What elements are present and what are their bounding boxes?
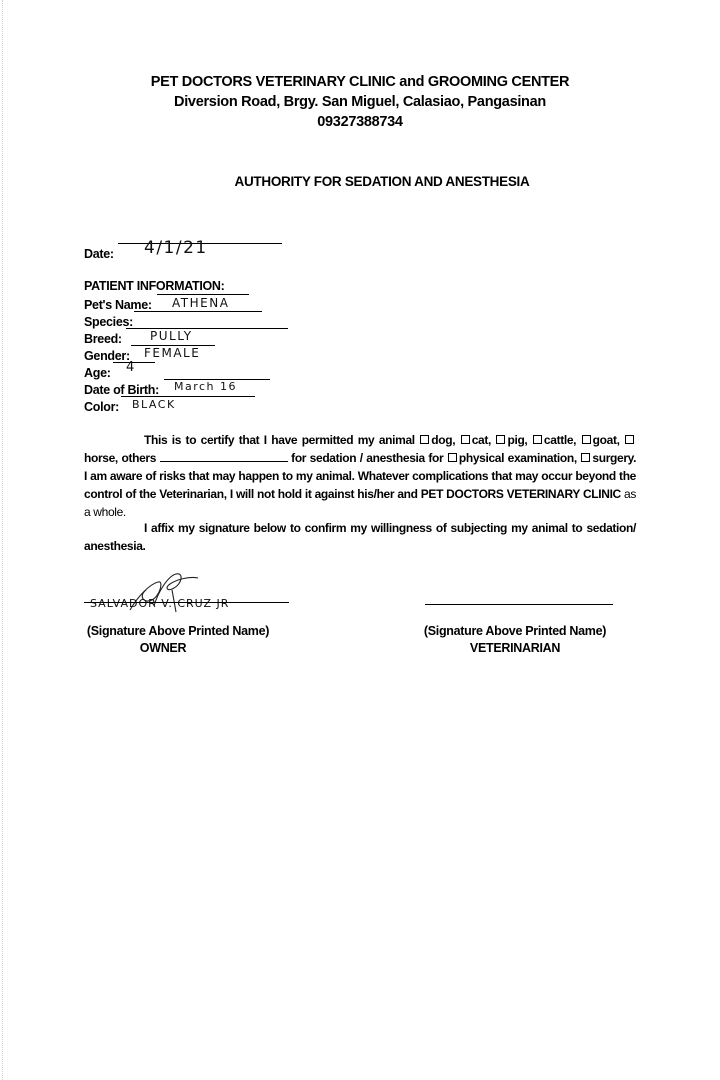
cattle-checkbox[interactable] <box>533 435 542 444</box>
pet-name-label: Pet's Name: <box>84 298 152 312</box>
gender-label: Gender: <box>84 349 130 363</box>
pet-name-value[interactable]: ATHENA <box>172 296 230 310</box>
gender-value[interactable]: FEMALE <box>144 346 201 360</box>
physical-exam-checkbox[interactable] <box>448 453 457 462</box>
others-line[interactable] <box>160 450 288 462</box>
owner-signature-caption: (Signature Above Printed Name) <box>86 624 270 638</box>
age-value[interactable]: 4 <box>126 360 136 375</box>
species-label: Species: <box>84 315 134 329</box>
page-edge-mark <box>2 0 4 1080</box>
owner-role: OWNER <box>139 641 187 655</box>
owner-printed-name: SALVADOR V. CRUZ JR <box>90 597 230 610</box>
breed-value[interactable]: PULLY <box>150 329 193 343</box>
vet-signature-line[interactable] <box>425 604 613 605</box>
owner-signature-line[interactable] <box>84 602 289 603</box>
clinic-address: Diversion Road, Brgy. San Miguel, Calasiao, Pangasinan <box>174 94 546 110</box>
color-value[interactable]: BLACK <box>132 398 176 411</box>
dob-label: Date of Birth: <box>84 383 159 397</box>
date-label: Date: <box>84 247 114 261</box>
date-value[interactable]: 4/1/21 <box>144 238 208 258</box>
species-line <box>134 311 262 312</box>
patient-info-heading: PATIENT INFORMATION: <box>84 279 225 293</box>
dob-value[interactable]: March 16 <box>174 380 238 393</box>
vet-signature-caption: (Signature Above Printed Name) <box>423 624 607 638</box>
breed-label: Breed: <box>84 332 122 346</box>
clinic-phone: 09327388734 <box>317 114 403 130</box>
dog-checkbox[interactable] <box>420 435 429 444</box>
surgery-checkbox[interactable] <box>581 453 590 462</box>
clinic-name: PET DOCTORS VETERINARY CLINIC and GROOMING CENTER <box>150 74 570 90</box>
horse-checkbox[interactable] <box>625 435 634 444</box>
vet-role: VETERINARIAN <box>469 641 561 655</box>
cat-checkbox[interactable] <box>461 435 470 444</box>
form-title: AUTHORITY FOR SEDATION AND ANESTHESIA <box>234 174 530 189</box>
pet-name-line <box>157 294 249 295</box>
consent-paragraph: This is to certify that I have permitted my animal dog, cat, pig, cattle, goat, horse, others for sedation / anesthesia for physical examination, surgery. I am aware of risks that may happen to my animal. Whatever complications that may occur beyond the control of the Veterinarian, I will not hold it against his/her and PET DOCTORS VETERINARY CLINIC as a whole. <box>84 433 637 519</box>
color-line <box>121 396 255 397</box>
affix-paragraph: I affix my signature below to confirm my willingness of subjecting my animal to sedation/ anesthesia. <box>84 521 636 553</box>
pig-checkbox[interactable] <box>496 435 505 444</box>
owner-signature-scribble <box>124 566 204 622</box>
age-label: Age: <box>84 366 111 380</box>
clinic-header <box>0 72 720 132</box>
color-label: Color: <box>84 400 119 414</box>
goat-checkbox[interactable] <box>582 435 591 444</box>
